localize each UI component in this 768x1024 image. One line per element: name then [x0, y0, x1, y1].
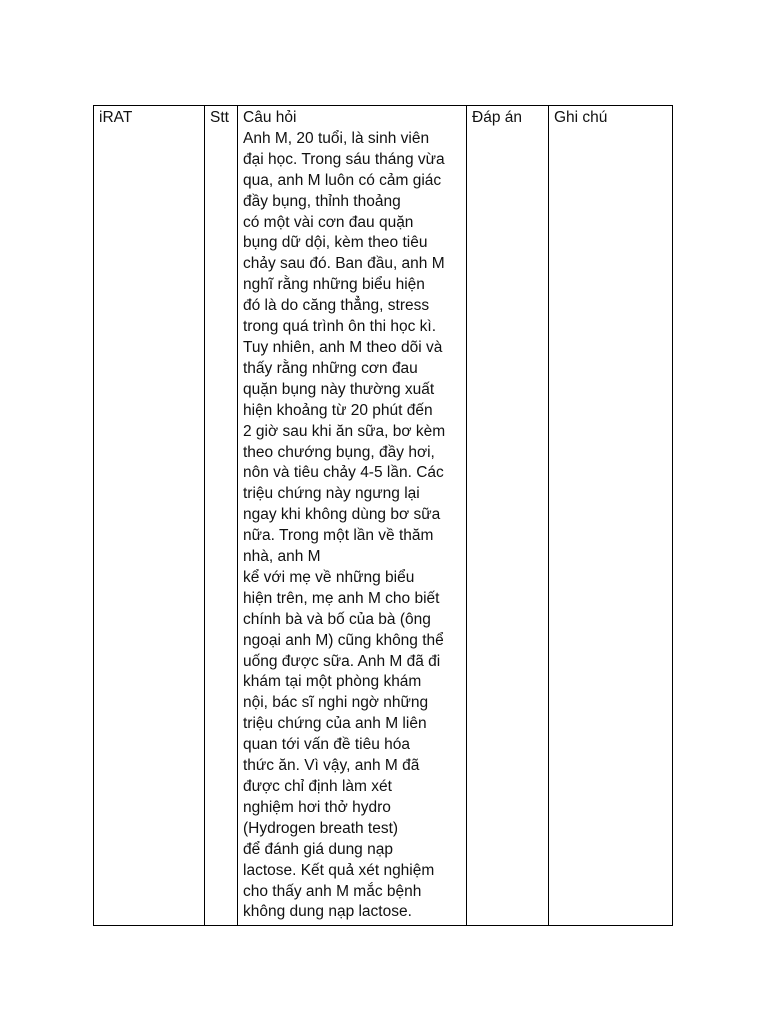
question-line: có một vài cơn đau quặn — [243, 213, 414, 231]
question-line: hiện khoảng từ 20 phút đến — [243, 401, 433, 419]
question-line: quặn bụng này thường xuất — [243, 380, 435, 398]
question-line: đó là do căng thẳng, stress — [243, 297, 430, 315]
question-line: uống được sữa. Anh M đã đi — [243, 652, 441, 670]
question-line: triệu chứng này ngưng lại — [243, 485, 420, 503]
question-line: không dung nạp lactose. — [243, 903, 412, 921]
question-line: Tuy nhiên, anh M theo dõi và — [243, 338, 443, 356]
question-line: nữa. Trong một lần về thăm — [243, 527, 434, 545]
question-line: 2 giờ sau khi ăn sữa, bơ kèm — [243, 422, 446, 440]
irat-header: iRAT — [99, 109, 133, 126]
question-line: thấy rằng những cơn đau — [243, 359, 418, 377]
irat-table — [93, 105, 673, 926]
stt-header: Stt — [210, 109, 229, 126]
question-line: đầy bụng, thỉnh thoảng — [243, 192, 401, 210]
question-line: để đánh giá dung nạp — [243, 840, 393, 858]
question-line: khám tại một phòng khám — [243, 673, 422, 691]
question-line: chảy sau đó. Ban đầu, anh M — [243, 255, 445, 273]
question-line: đại học. Trong sáu tháng vừa — [243, 150, 445, 168]
question-line: quan tới vấn đề tiêu hóa — [243, 736, 411, 754]
question-line: theo chướng bụng, đầy hơi, — [243, 443, 435, 461]
question-line: bụng dữ dội, kèm theo tiêu — [243, 234, 428, 252]
question-line: được chỉ định làm xét — [243, 778, 392, 795]
irat-cell — [94, 106, 205, 926]
question-line: nôn và tiêu chảy 4-5 lần. Các — [243, 464, 444, 482]
question-line: nội, bác sĩ nghi ngờ những — [243, 694, 429, 712]
note-cell — [549, 106, 673, 926]
question-line: triệu chứng của anh M liên — [243, 715, 427, 733]
question-line: ngoại anh M) cũng không thể — [243, 631, 444, 649]
question-line: lactose. Kết quả xét nghiệm — [243, 861, 435, 879]
answer-header: Đáp án — [472, 109, 522, 126]
question-line: nghiệm hơi thở hydro — [243, 798, 391, 816]
note-header: Ghi chú — [554, 109, 608, 126]
question-line: chính bà và bố của bà (ông — [243, 610, 431, 628]
question-line: (Hydrogen breath test) — [243, 819, 399, 837]
question-line: kể với mẹ về những biểu — [243, 568, 415, 586]
question-line: Anh M, 20 tuổi, là sinh viên — [243, 129, 430, 147]
table-row — [94, 106, 673, 926]
question-line: qua, anh M luôn có cảm giác — [243, 171, 442, 189]
question-text — [243, 129, 461, 923]
stt-cell — [205, 106, 238, 926]
question-cell — [238, 106, 467, 926]
question-header: Câu hỏi — [243, 109, 297, 126]
question-line: hiện trên, mẹ anh M cho biết — [243, 589, 440, 607]
question-line: thức ăn. Vì vậy, anh M đã — [243, 757, 420, 775]
question-line: nghĩ rằng những biểu hiện — [243, 276, 425, 294]
answer-cell — [467, 106, 549, 926]
question-line: cho thấy anh M mắc bệnh — [243, 882, 422, 900]
question-line: ngay khi không dùng bơ sữa — [243, 506, 441, 524]
question-line: nhà, anh M — [243, 548, 321, 566]
question-line: trong quá trình ôn thi học kì. — [243, 318, 437, 336]
